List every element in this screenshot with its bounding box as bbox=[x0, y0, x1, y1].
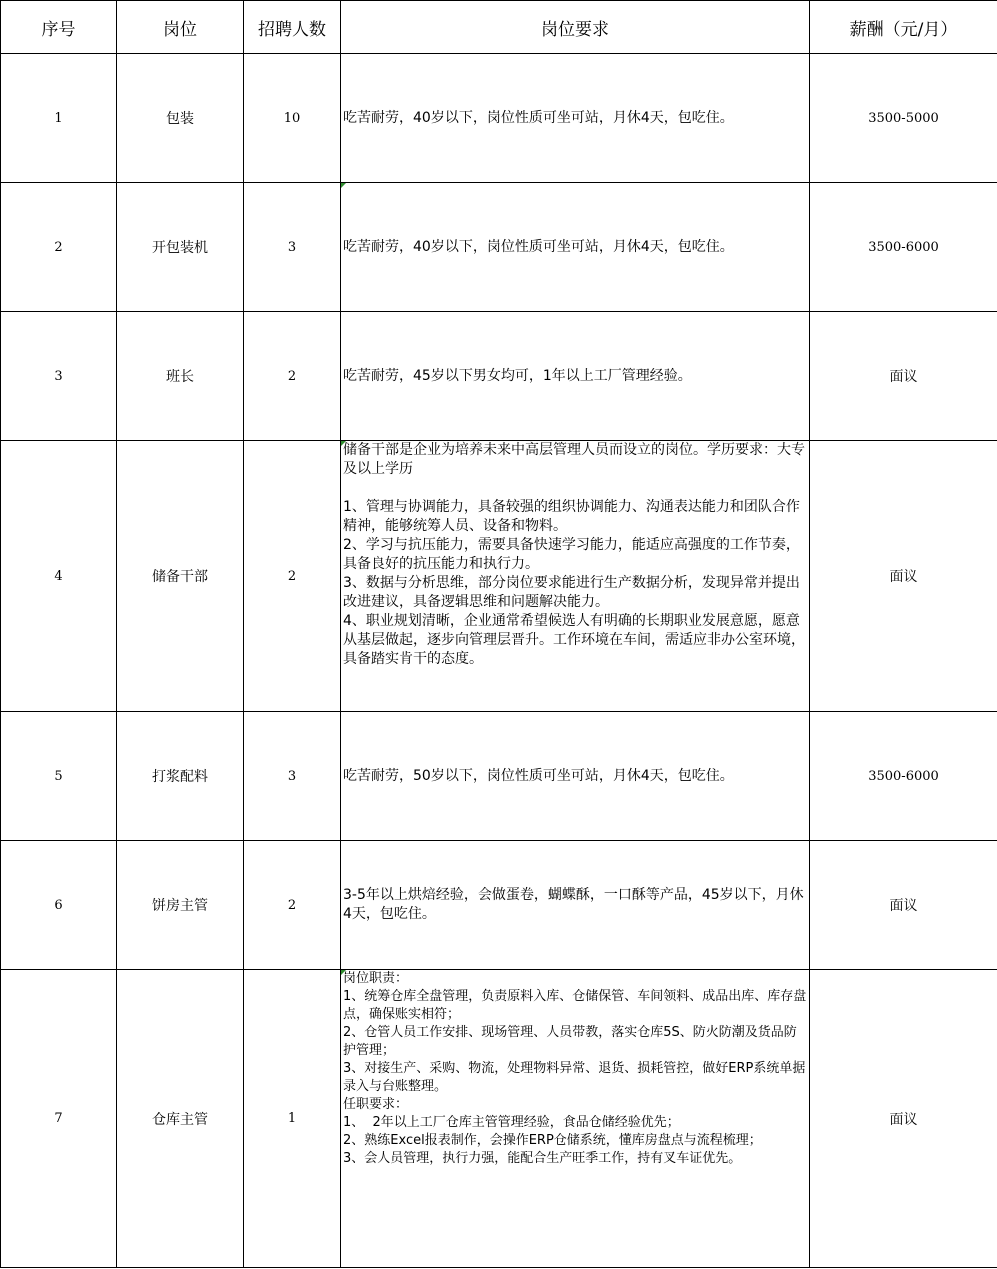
row-headcount: 3 bbox=[244, 183, 341, 312]
row-position: 班长 bbox=[117, 312, 244, 441]
row-position: 包装 bbox=[117, 54, 244, 183]
row-requirements bbox=[341, 54, 810, 183]
row-requirements bbox=[341, 841, 810, 970]
row-salary: 3500-5000 bbox=[810, 54, 997, 183]
header-position: 岗位 bbox=[117, 1, 244, 54]
row-salary: 面议 bbox=[810, 841, 997, 970]
table-row bbox=[1, 841, 997, 970]
row-position: 饼房主管 bbox=[117, 841, 244, 970]
row-headcount: 2 bbox=[244, 841, 341, 970]
row-position: 仓库主管 bbox=[117, 970, 244, 1268]
row-index: 6 bbox=[1, 841, 117, 970]
row-position: 打浆配料 bbox=[117, 712, 244, 841]
row-index: 3 bbox=[1, 312, 117, 441]
requirements-text: 储备干部是企业为培养未来中高层管理人员而设立的岗位。学历要求：大专及以上学历 1、管理与协调能力，具备较强的组织协调能力、沟通表达能力和团队合作精神，能够统筹人员、设备和物料。 2、学习与抗压能力，需要具备快速学习能力，能适应高强度的工作节奏，具备良好的抗压能力和执行力。 3、数据与分析思维，部分岗位要求能进行生产数据分析，发现异常并提出改进建议，具备逻辑思维和问题解决能力。 4、职业规划清晰，企业通常希望候选人有明确的长期职业发展意愿，愿意从基层做起，逐步向管理层晋升。工作环境在车间，需适应非办公室环境，具备踏实肯干的态度。 bbox=[343, 442, 805, 667]
row-salary: 面议 bbox=[810, 970, 997, 1268]
row-requirements bbox=[341, 312, 810, 441]
row-requirements bbox=[341, 183, 810, 312]
header-requirements: 岗位要求 bbox=[341, 1, 810, 54]
row-headcount: 2 bbox=[244, 441, 341, 712]
header-index: 序号 bbox=[1, 1, 117, 54]
table-row bbox=[1, 970, 997, 1268]
requirements-text: 吃苦耐劳，50岁以下，岗位性质可坐可站，月休4天，包吃住。 bbox=[343, 767, 734, 784]
row-requirements bbox=[341, 441, 810, 712]
row-index: 5 bbox=[1, 712, 117, 841]
row-index: 4 bbox=[1, 441, 117, 712]
row-headcount: 2 bbox=[244, 312, 341, 441]
table-row bbox=[1, 54, 997, 183]
header-salary: 薪酬（元/月） bbox=[810, 1, 997, 54]
row-headcount: 3 bbox=[244, 712, 341, 841]
comment-marker-icon bbox=[341, 970, 346, 975]
table-row bbox=[1, 312, 997, 441]
requirements-text: 3-5年以上烘焙经验，会做蛋卷，蝴蝶酥，一口酥等产品，45岁以下，月休4天，包吃住。 bbox=[343, 887, 804, 922]
row-position: 开包装机 bbox=[117, 183, 244, 312]
comment-marker-icon bbox=[341, 183, 346, 188]
table-header-row bbox=[1, 1, 997, 54]
row-requirements bbox=[341, 712, 810, 841]
row-index: 2 bbox=[1, 183, 117, 312]
requirements-text: 吃苦耐劳，40岁以下，岗位性质可坐可站，月休4天，包吃住。 bbox=[343, 109, 734, 126]
row-requirements bbox=[341, 970, 810, 1268]
comment-marker-icon bbox=[341, 441, 346, 446]
row-position: 储备干部 bbox=[117, 441, 244, 712]
table-row bbox=[1, 441, 997, 712]
table-row bbox=[1, 712, 997, 841]
header-headcount: 招聘人数 bbox=[244, 1, 341, 54]
row-index: 1 bbox=[1, 54, 117, 183]
row-salary: 面议 bbox=[810, 441, 997, 712]
row-salary: 3500-6000 bbox=[810, 712, 997, 841]
row-headcount: 10 bbox=[244, 54, 341, 183]
row-salary: 3500-6000 bbox=[810, 183, 997, 312]
table-row bbox=[1, 183, 997, 312]
requirements-text: 吃苦耐劳，40岁以下，岗位性质可坐可站，月休4天，包吃住。 bbox=[343, 238, 734, 255]
requirements-text: 岗位职责： 1、统筹仓库全盘管理，负责原料入库、仓储保管、车间领料、成品出库、库存盘点，确保账实相符； 2、仓管人员工作安排、现场管理、人员带教，落实仓库5S、防火防潮及货品防护管理； 3、对接生产、采购、物流，处理物料异常、退货、损耗管控，做好ERP系统单据录入与台账整理。 任职要求： 1、 2年以上工厂仓库主管管理经验，食品仓储经验优先； 2、熟练Excel报表制作，会操作ERP仓储系统，懂库房盘点与流程梳理； 3、会人员管理，执行力强，能配合生产旺季工作，持有叉车证优先。 bbox=[343, 971, 807, 1166]
row-index: 7 bbox=[1, 970, 117, 1268]
row-headcount: 1 bbox=[244, 970, 341, 1268]
row-salary: 面议 bbox=[810, 312, 997, 441]
requirements-text: 吃苦耐劳，45岁以下男女均可，1年以上工厂管理经验。 bbox=[343, 367, 692, 384]
